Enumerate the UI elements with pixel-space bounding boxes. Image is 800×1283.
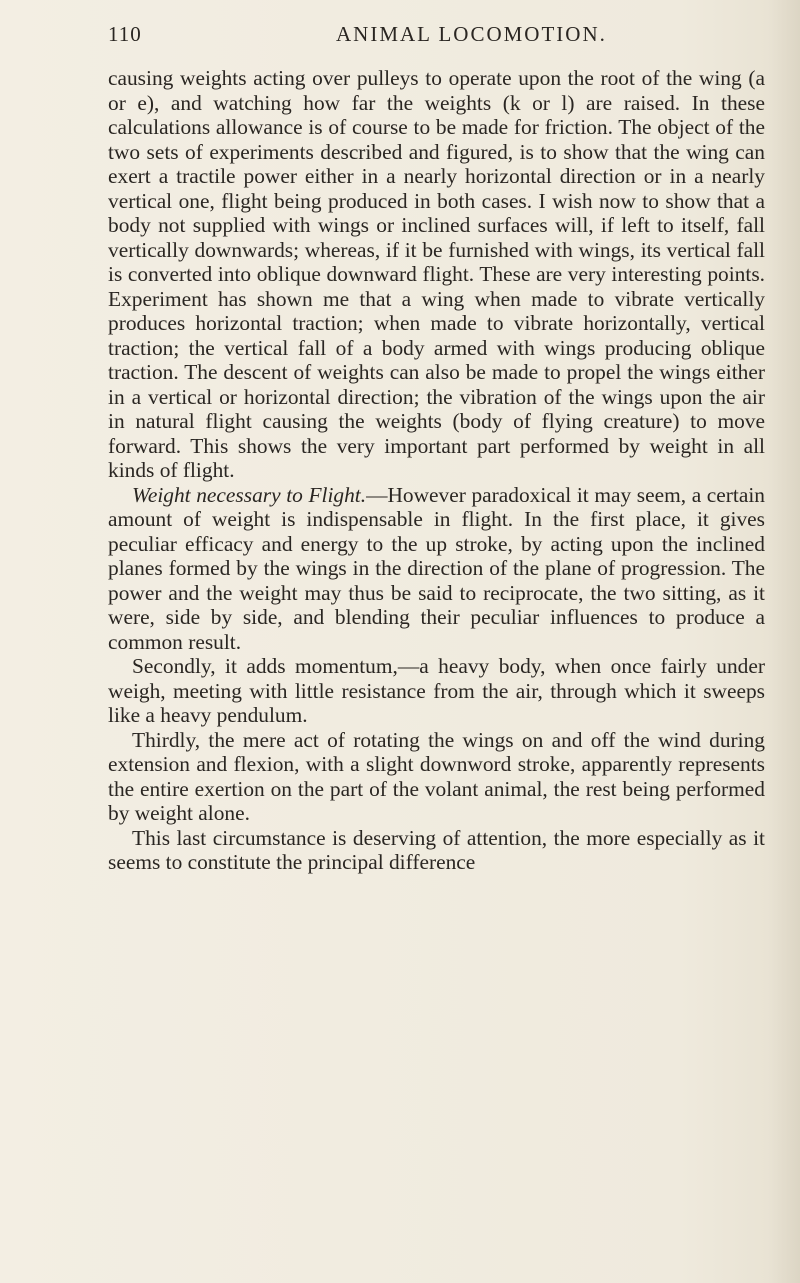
running-title: ANIMAL LOCOMOTION. xyxy=(336,22,607,46)
paragraph-text: Secondly, it adds momentum,—a heavy body, when once fairly under weigh, meeting with little resistance from the air, through which it sweeps like a heavy pendulum. xyxy=(108,654,765,727)
page-number: 110 xyxy=(108,22,142,46)
body-text xyxy=(108,66,765,875)
paragraph-weight-necessary xyxy=(108,483,765,655)
running-head xyxy=(108,22,736,52)
paragraph-thirdly xyxy=(108,728,765,826)
paragraph-text: —However paradoxical it may seem, a certain amount of weight is indispensable in flight. In the first place, it gives peculiar efficacy and energy to the up stroke, by acting upon the inclined planes formed by the wings in the direction of the plane of progression. The power and the weight may thus be said to reciprocate, the two sitting, as it were, side by side, and blending their peculiar influences to produce a common result. xyxy=(108,482,765,654)
paragraph-last-circumstance xyxy=(108,826,765,875)
paragraph-secondly xyxy=(108,654,765,728)
paragraph-text: This last circumstance is deserving of attention, the more especially as it seems to constitute the principal difference xyxy=(108,825,765,874)
paragraph-experiments xyxy=(108,66,765,483)
paragraph-text: causing weights acting over pulleys to operate upon the root of the wing (a or e), and watching how far the weights (k or l) are raised. In these calculations allowance is of course to be made for friction. The object of the two sets of experiments described and figured, is to show that the wing can exert a tractile power either in a nearly horizontal direction or in a nearly vertical one, flight being produced in both cases. I wish now to show that a body not supplied with wings or inclined surfaces will, if left to itself, fall vertically downwards; whereas, if it be furnished with wings, its vertical fall is converted into oblique downward flight. These are very interesting points. Experiment has shown me that a wing when made to vibrate vertically produces horizontal traction; when made to vibrate horizontally, vertical traction; the vertical fall of a body armed with wings producing oblique traction. The descent of weights can also be made to propel the wings either in a vertical or horizontal direction; the vibration of the wings upon the air in natural flight causing the weights (body of flying creature) to move forward. This shows the very important part performed by weight in all kinds of flight. xyxy=(108,66,765,482)
side-heading: Weight necessary to Flight. xyxy=(132,482,367,507)
paragraph-text: Thirdly, the mere act of rotating the wings on and off the wind during extension and flexion, with a slight downword stroke, apparently represents the entire exertion on the part of the volant animal, the rest being performed by weight alone. xyxy=(108,727,765,825)
